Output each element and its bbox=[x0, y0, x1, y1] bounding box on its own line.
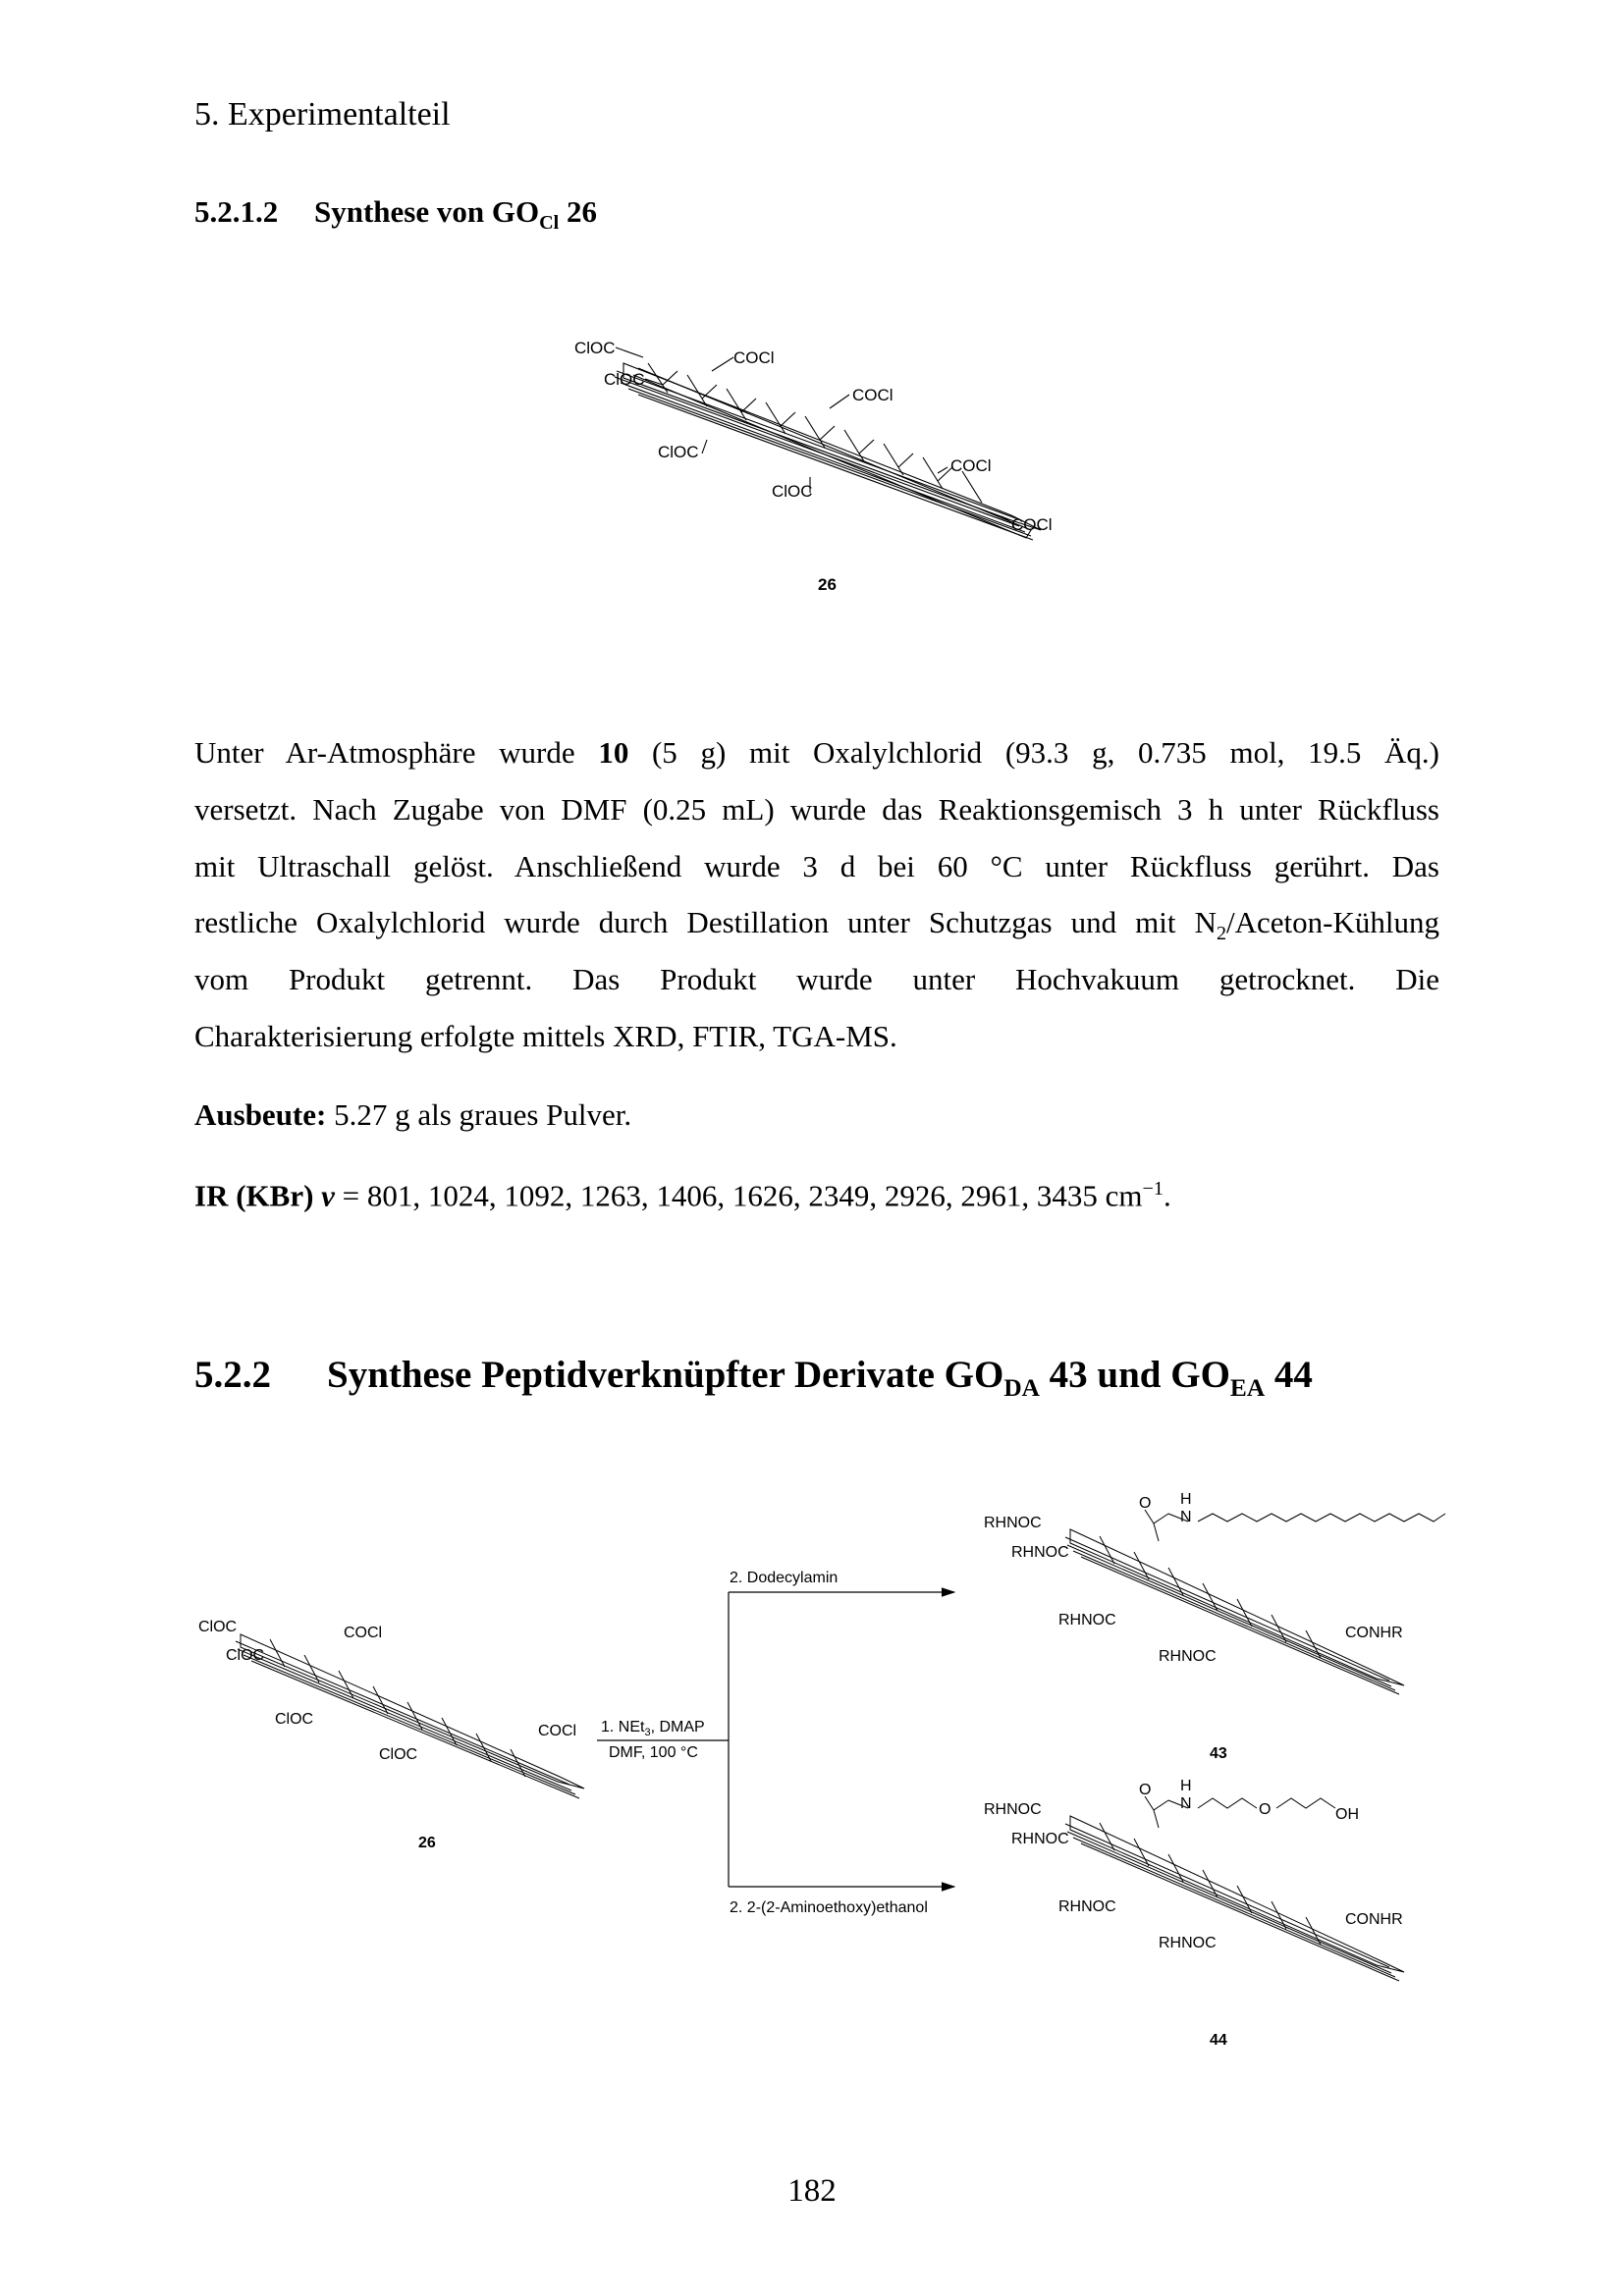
atom-label: H bbox=[1180, 1492, 1192, 1508]
substituent-label: COCl bbox=[852, 386, 893, 404]
ir-line: IR (KBr) ν = 801, 1024, 1092, 1263, 1406, 1626, 2349, 2926, 2961, 3435 $cm^{-1}$. bbox=[194, 1178, 1171, 1213]
step-top-label: 2. Dodecylamin bbox=[730, 1570, 839, 1586]
yield-line: Ausbeute: 5.27 g als graues Pulver. bbox=[194, 1097, 632, 1132]
substituent-label: RHNOC bbox=[1058, 1612, 1116, 1629]
substituent-label: RHNOC bbox=[984, 1801, 1042, 1818]
substituent-label: COCl bbox=[950, 456, 992, 475]
substituent-label: COCl bbox=[733, 348, 775, 367]
paragraph-line: versetzt. Nach Zugabe von DMF (0.25 mL) wurde das Reaktionsgemisch 3 h unter Rückfluss bbox=[194, 791, 1439, 827]
section-heading-5212 bbox=[194, 194, 597, 235]
paragraph-line: Unter Ar-Atmosphäre wurde 10 (5 g) mit Oxalylchlorid (93.3 g, 0.735 mol, 19.5 Äq.) bbox=[194, 735, 1439, 770]
atom-label: H bbox=[1180, 1778, 1192, 1794]
substituent-label: COCl bbox=[344, 1625, 383, 1641]
structure-26 bbox=[550, 324, 1080, 609]
step-bottom-label: 2. 2-(2-Aminoethoxy)ethanol bbox=[730, 1899, 928, 1916]
substituent-label: ClOC bbox=[772, 482, 813, 501]
substituent-label: ClOC bbox=[226, 1647, 265, 1664]
substituent-label: ClOC bbox=[574, 339, 616, 357]
compound-label: 26 bbox=[418, 1835, 436, 1851]
paragraph-line: Charakterisierung erfolgte mittels XRD, FTIR, TGA-MS. bbox=[194, 1018, 897, 1053]
section-title: Synthese von $GO_{Cl}$ 26 bbox=[314, 194, 598, 235]
atom-label: O bbox=[1139, 1782, 1152, 1798]
atom-label: O bbox=[1259, 1801, 1272, 1818]
substituent-label: RHNOC bbox=[1011, 1831, 1069, 1847]
substituent-label: CONHR bbox=[1345, 1911, 1403, 1928]
atom-label: OH bbox=[1335, 1806, 1359, 1823]
compound-label: 44 bbox=[1210, 2032, 1227, 2049]
substituent-label: ClOC bbox=[379, 1746, 418, 1763]
paragraph-line: mit Ultraschall gelöst. Anschließend wurde 3 d bei 60 °C unter Rückfluss gerührt. Das bbox=[194, 848, 1439, 883]
condition-1: 1. NEt$_3$, DMAP bbox=[601, 1719, 705, 1738]
reaction-scheme bbox=[187, 1492, 1463, 2052]
section-heading-522 bbox=[194, 1353, 1313, 1403]
condition-2: DMF, 100 °C bbox=[609, 1744, 698, 1761]
page-number: 182 bbox=[787, 2173, 837, 2209]
substituent-label: CONHR bbox=[1345, 1625, 1403, 1641]
running-header: 5. Experimentalteil bbox=[194, 96, 451, 133]
substituent-label: RHNOC bbox=[1159, 1935, 1217, 1951]
compound-label: 43 bbox=[1210, 1745, 1227, 1762]
atom-label: N bbox=[1180, 1509, 1192, 1525]
atom-label: N bbox=[1180, 1795, 1192, 1812]
substituent-label: RHNOC bbox=[1011, 1544, 1069, 1561]
substituent-label: RHNOC bbox=[984, 1515, 1042, 1531]
substituent-label: ClOC bbox=[658, 443, 699, 461]
section-title: Synthese Peptidverknüpfter Derivate $GO_{DA}$ 43 und $GO_{EA}$ 44 bbox=[327, 1354, 1313, 1402]
substituent-label: ClOC bbox=[198, 1619, 238, 1635]
substituent-label: COCl bbox=[1011, 515, 1053, 534]
substituent-label: RHNOC bbox=[1159, 1648, 1217, 1665]
substituent-label: RHNOC bbox=[1058, 1898, 1116, 1915]
procedure-paragraph bbox=[194, 724, 1439, 1065]
compound-label: 26 bbox=[818, 575, 837, 594]
substituent-label: ClOC bbox=[604, 370, 645, 389]
substituent-label: ClOC bbox=[275, 1711, 314, 1728]
atom-label: O bbox=[1139, 1495, 1152, 1512]
substituent-label: COCl bbox=[538, 1723, 577, 1739]
section-number: 5.2.2 bbox=[194, 1354, 271, 1396]
paragraph-line: restliche Oxalylchlorid wurde durch Destillation unter Schutzgas und mit $N_2/Aceton$-Kühlung bbox=[194, 905, 1439, 945]
paragraph-line: vom Produkt getrennt. Das Produkt wurde unter Hochvakuum getrocknet. Die bbox=[194, 962, 1439, 997]
product-44-sheet bbox=[1065, 1796, 1404, 1981]
section-number: 5.2.1.2 bbox=[194, 194, 279, 229]
product-43-sheet bbox=[1065, 1510, 1445, 1694]
